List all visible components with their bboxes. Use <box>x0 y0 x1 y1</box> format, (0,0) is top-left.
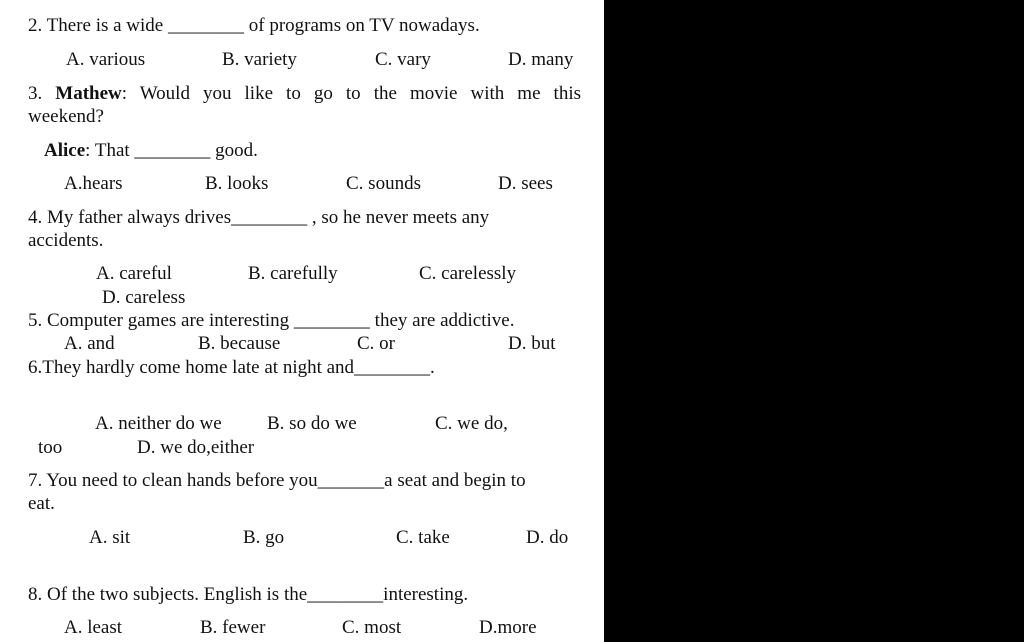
q7-line2: eat. <box>28 493 55 514</box>
q6-option-c-continued: too <box>38 437 63 458</box>
q4-option-b: B. carefully <box>248 263 338 284</box>
q8-stem: 8. Of the two subjects. English is the________interesting. <box>28 584 469 605</box>
q7-line1: 7. You need to clean hands before you_______a seat and begin to <box>28 470 526 491</box>
q5-option-a: A. and <box>64 333 115 354</box>
q6-option-d: D. we do,either <box>137 437 255 458</box>
q4-option-d: D. careless <box>102 287 186 308</box>
q3-reply: Alice: That ________ good. <box>44 140 258 161</box>
q3-option-c: C. sounds <box>346 173 421 194</box>
q3-line2: weekend? <box>28 106 104 127</box>
q6-option-c: C. we do, <box>435 413 508 434</box>
q7-option-b: B. go <box>243 527 285 548</box>
q2-option-d: D. many <box>508 49 574 70</box>
q5-option-c: C. or <box>357 333 395 354</box>
q6-option-a: A. neither do we <box>95 413 222 434</box>
q4-option-a: A. careful <box>96 263 172 284</box>
q6-option-b: B. so do we <box>267 413 357 434</box>
q2-option-c: C. vary <box>375 49 431 70</box>
q3-speaker-mathew: Mathew <box>55 83 122 104</box>
q7-option-d: D. do <box>526 527 569 548</box>
q3-option-a: A.hears <box>64 173 123 194</box>
q8-option-d: D.more <box>479 617 537 638</box>
q5-option-d: D. but <box>508 333 556 354</box>
q8-option-a: A. least <box>64 617 123 638</box>
q8-option-b: B. fewer <box>200 617 266 638</box>
q5-stem: 5. Computer games are interesting ________ they are addictive. <box>28 310 515 331</box>
q4-line1: 4. My father always drives________ , so he never meets any <box>28 207 490 228</box>
q4-line2: accidents. <box>28 230 104 251</box>
q2-option-a: A. various <box>66 49 146 70</box>
q2-stem: 2. There is a wide ________ of programs on TV nowadays. <box>28 15 480 36</box>
q7-option-a: A. sit <box>89 527 131 548</box>
q3-speaker-alice: Alice <box>44 140 86 161</box>
q6-stem: 6.They hardly come home late at night and________. <box>28 357 435 378</box>
q5-option-b: B. because <box>198 333 281 354</box>
q3-option-d: D. sees <box>498 173 553 194</box>
q3-line1: 3. Mathew: Would you like to go to the movie with me this <box>28 83 582 104</box>
q8-option-c: C. most <box>342 617 402 638</box>
q3-option-b: B. looks <box>205 173 269 194</box>
q7-option-c: C. take <box>396 527 450 548</box>
black-side-panel <box>604 0 1024 642</box>
q4-option-c: C. carelessly <box>419 263 517 284</box>
q2-option-b: B. variety <box>222 49 297 70</box>
